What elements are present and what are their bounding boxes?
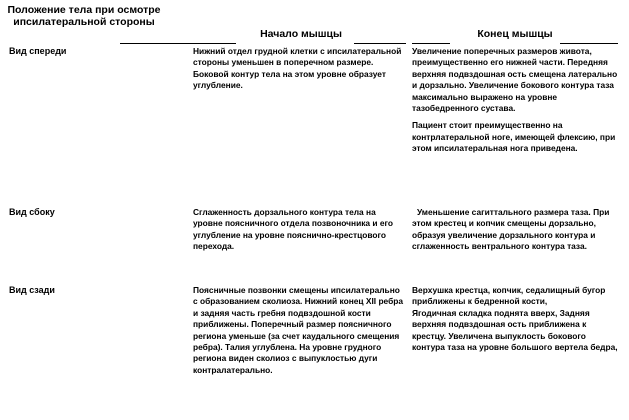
row-front-start-cell — [193, 46, 405, 98]
row-label-back-view: Вид сзади — [9, 285, 55, 295]
row-label-side-view: Вид сбоку — [9, 207, 55, 217]
column-header-muscle-start: Начало мышцы — [260, 28, 342, 40]
row-back-end-text-1: Верхушка крестца, копчик, седалищный бугор приближены к бедренной кости, — [412, 285, 606, 307]
row-front-end-cell — [412, 46, 620, 161]
row-back-start-cell — [193, 285, 405, 382]
row-front-end-text-1: Увеличение поперечных размеров живота, преимущественно его нижней части. Передняя верхняя подвздошная ость смещена латерально и дорзально. Увеличение бокового контура таза максимально выражено на уровне тазобедренного сустава. — [412, 46, 618, 114]
row-side-end-text: Уменьшение сагиттального размера таза. При этом крестец и копчик смещены дорзально, образуя увеличение дорзального контура и сглаженность вентрального контура таза. — [412, 207, 610, 252]
row-side-start-cell — [193, 207, 405, 259]
row-front-end-text-2: Пациент стоит преимущественно на контрлатеральной ноге, имеющей флексию, при этом ипсилатеральная нога приведена. — [412, 120, 616, 154]
row-label-front-view: Вид спереди — [9, 46, 67, 56]
row-side-end-cell — [412, 207, 620, 259]
header-underline-3 — [412, 43, 450, 44]
row-back-end-text-2: Ягодичная складка поднята вверх, Задняя верхняя подвздошная ость приближена к крестцу. Увеличена выпуклость бокового контура таза на уровне большого вертела бедра, — [412, 307, 618, 353]
column-header-muscle-end: Конец мышцы — [477, 28, 553, 40]
row-back-end-cell — [412, 285, 620, 359]
header-underline-1 — [120, 43, 236, 44]
header-underline-2 — [354, 43, 406, 44]
column-header-position: Положение тела при осмотре ипсилатеральной стороны — [7, 4, 161, 28]
row-front-start-text: Нижний отдел грудной клетки с ипсилатеральной стороны уменьшен в поперечном размере. Боковой контур тела на этом уровне образует углубление. — [193, 46, 402, 91]
header-underline-4 — [560, 43, 618, 44]
row-back-start-text: Поясничные позвонки смещены ипсилатерально с образованием сколиоза. Нижний конец XII ребра и задняя часть гребня подвздошной кости приближены. Поперечный размер поясничного региона уменьше (за счет каудального смещения ребра). Талия углублена. На уровне грудного региона виден сколиоз с выпуклостью дуги контралатерально. — [193, 285, 404, 375]
row-side-start-text: Сглаженность дорзального контура тела на уровне поясничного отдела позвоночника и его углубление на уровне пояснично-крестцового перехода. — [193, 207, 394, 252]
